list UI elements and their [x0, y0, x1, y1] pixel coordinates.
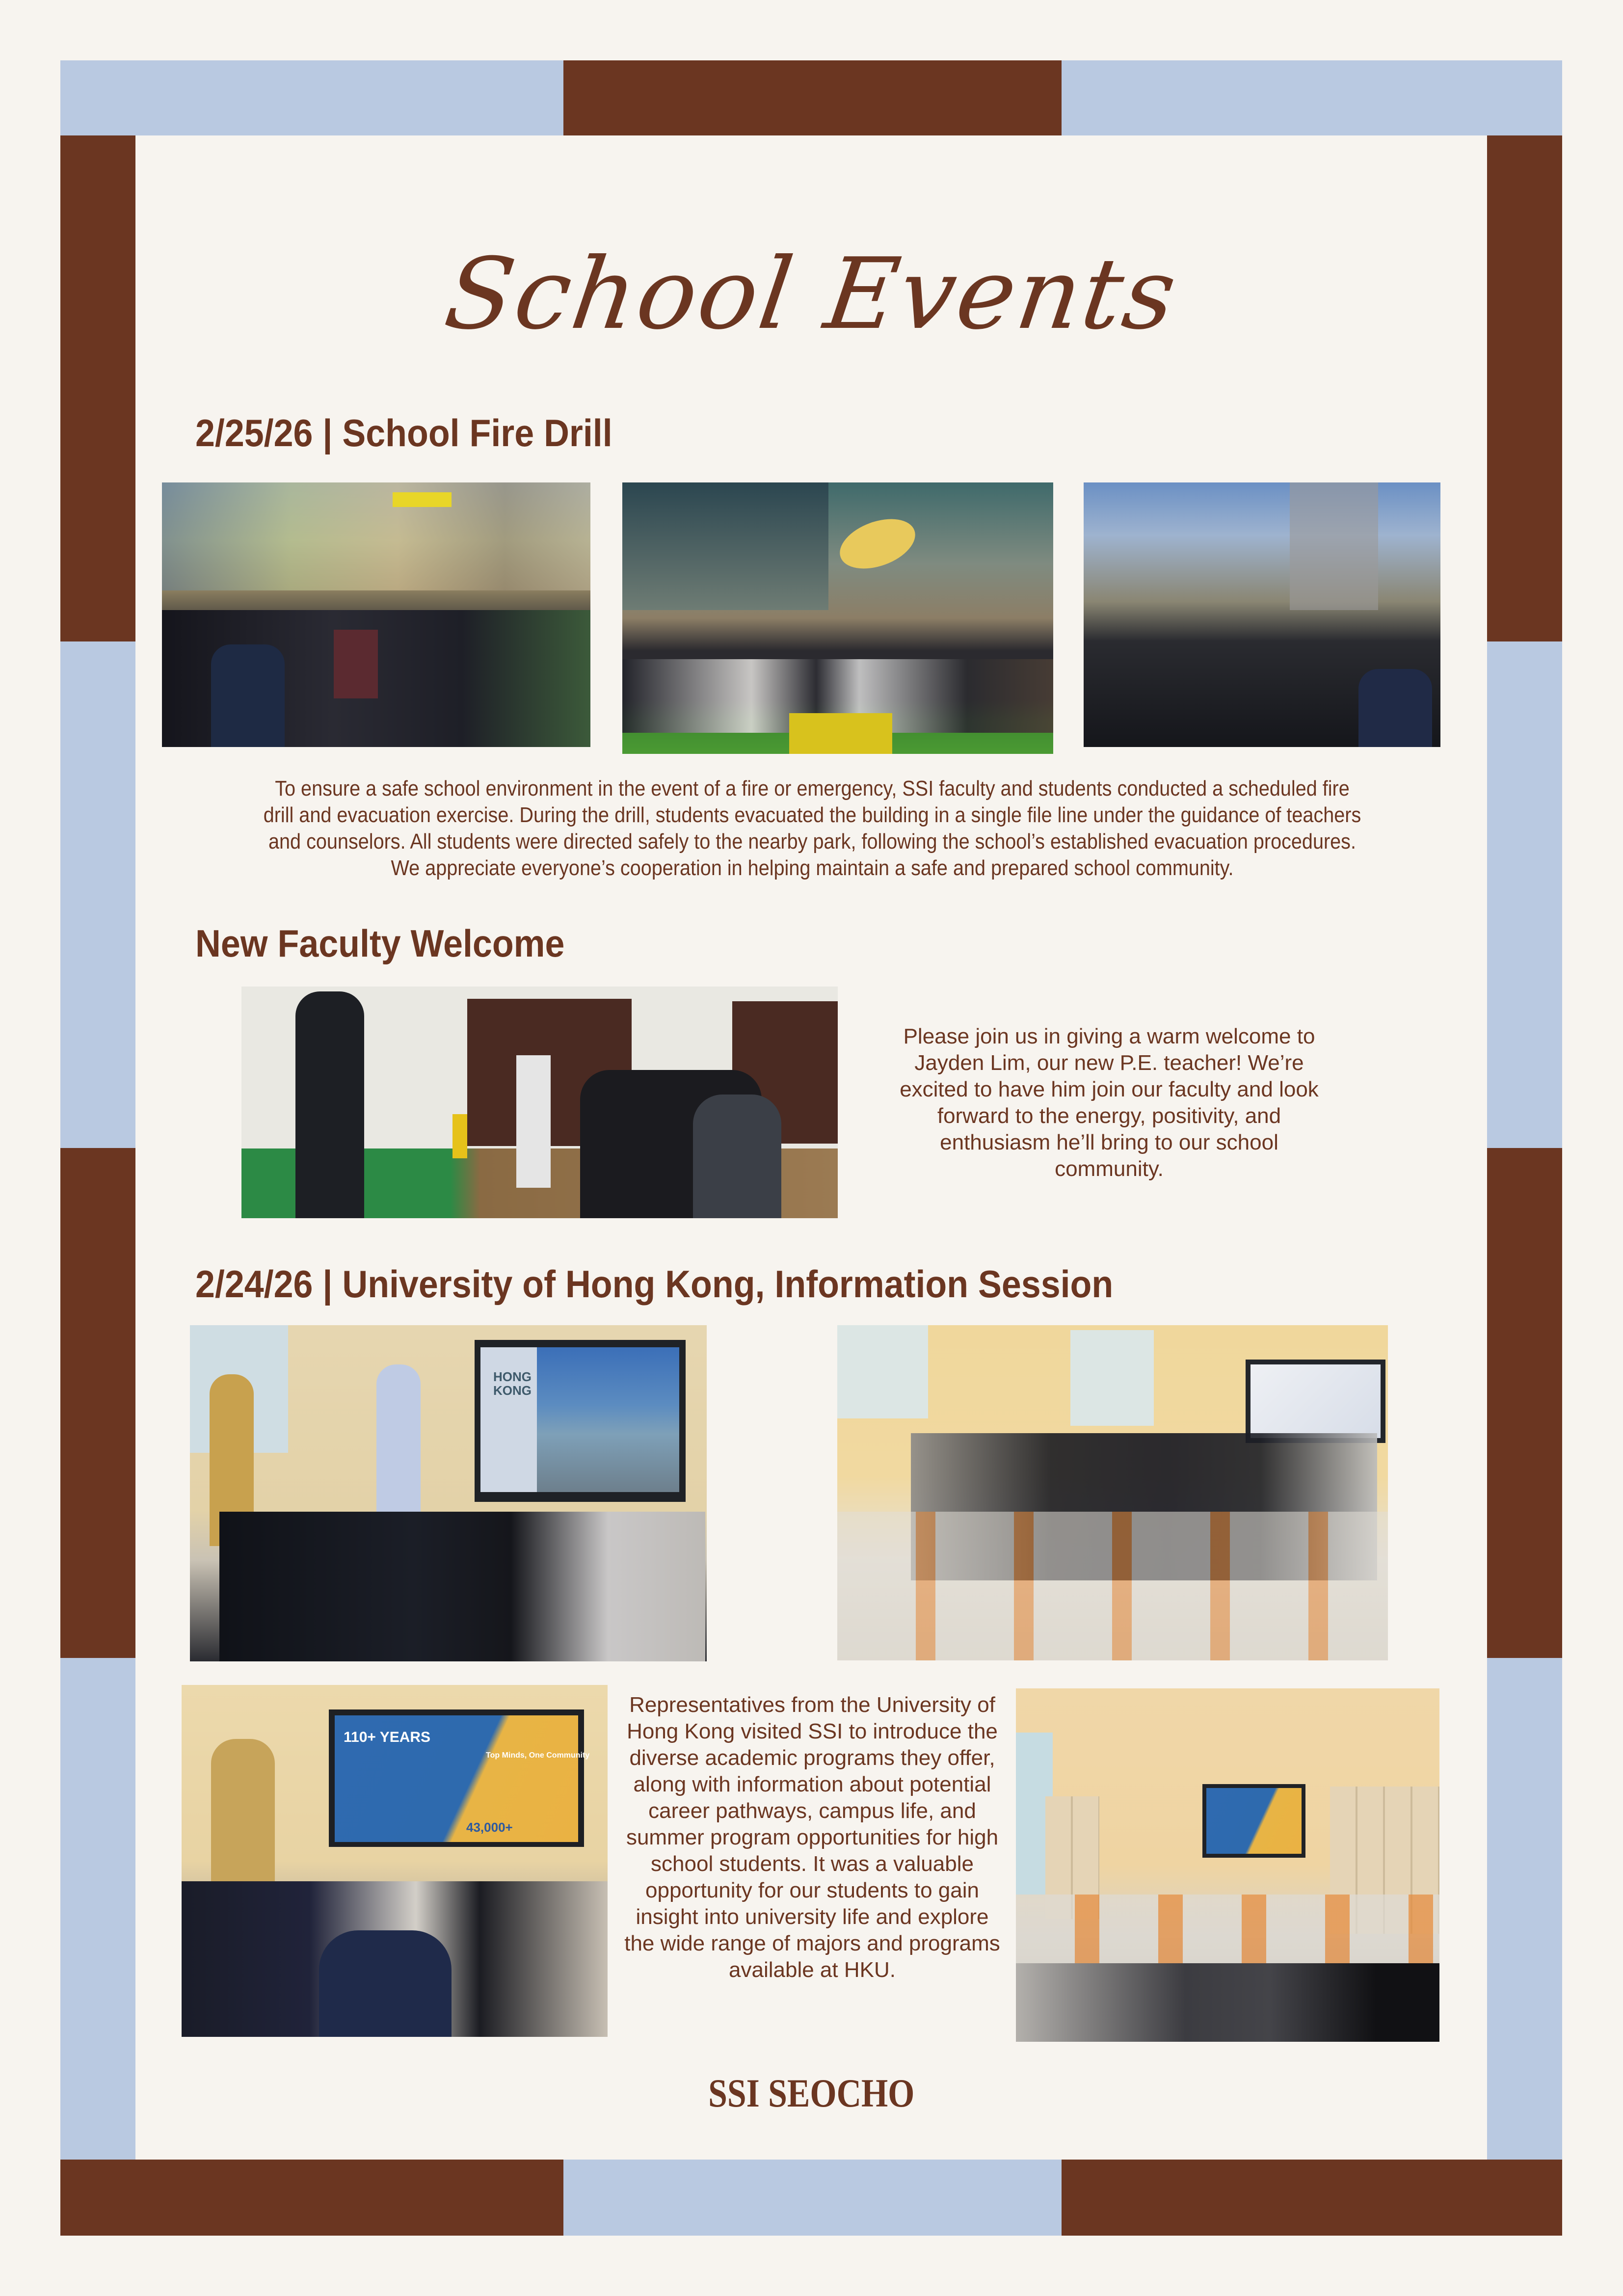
new-faculty-description: Please join us in giving a warm welcome to Jayden Lim, our new P.E. teacher! We’re excited to have him join our faculty and look forward to the energy, positivity, and enthusiasm he’ll bring to our school community.	[900, 1024, 1319, 1181]
photo-fire-drill-3	[1084, 482, 1440, 747]
photo-hku-1	[190, 1325, 707, 1661]
border-right-2	[1487, 641, 1562, 1148]
section-heading-hku: 2/24/26 | University of Hong Kong, Information Session	[195, 1262, 1114, 1306]
page-title: School Events	[438, 237, 1185, 351]
border-left-2	[60, 641, 135, 1148]
photo-fire-drill-1	[162, 482, 590, 747]
photo-hku-4	[1016, 1688, 1439, 2042]
section-heading-new-faculty: New Faculty Welcome	[195, 922, 565, 965]
border-top-center	[563, 60, 1062, 135]
screen-top-minds: Top Minds, One Community	[486, 1751, 590, 1760]
screen-hong: HONG	[493, 1369, 532, 1384]
border-left-3	[60, 1148, 135, 1658]
border-top-right	[1062, 60, 1562, 135]
fire-drill-description: To ensure a safe school environment in the event of a fire or emergency, SSI faculty and students conducted a scheduled fire drill and evacuation exercise. During the drill, students evacuated the building in a single file line under the guidance of teachers and counselors. All students were directed safely to the nearby park, following the school’s established evacuation procedures. We appreciate everyone’s cooperation in helping maintain a safe and prepared school community.	[263, 776, 1361, 880]
photo-new-faculty	[241, 987, 838, 1218]
border-top-left	[60, 60, 563, 135]
section-heading-fire-drill: 2/25/26 | School Fire Drill	[195, 411, 612, 454]
photo-fire-drill-2	[622, 482, 1053, 754]
photo-hku-3	[182, 1685, 608, 2037]
screen-alumni: 43,000+	[466, 1820, 513, 1835]
photo-hku-2	[837, 1325, 1388, 1660]
border-right-3	[1487, 1148, 1562, 1658]
screen-110-years: 110+ YEARS	[344, 1729, 431, 1745]
border-bottom-center	[563, 2160, 1062, 2236]
border-right-1	[1487, 135, 1562, 641]
footer-label: SSI SEOCHO	[708, 2071, 915, 2115]
border-bottom-right	[1062, 2160, 1562, 2236]
hku-description: Representatives from the University of Hong Kong visited SSI to introduce the diverse academic programs they offer, along with information about potential career pathways, campus life, and summer program opportunities for high school students. It was a valuable opportunity for our students to gain insight into university life and explore the wide range of majors and programs available at HKU.	[624, 1693, 1000, 1982]
border-bottom-left	[60, 2160, 563, 2236]
footer-school-name	[0, 2069, 1623, 2118]
screen-kong: KONG	[493, 1383, 532, 1398]
border-left-1	[60, 135, 135, 641]
